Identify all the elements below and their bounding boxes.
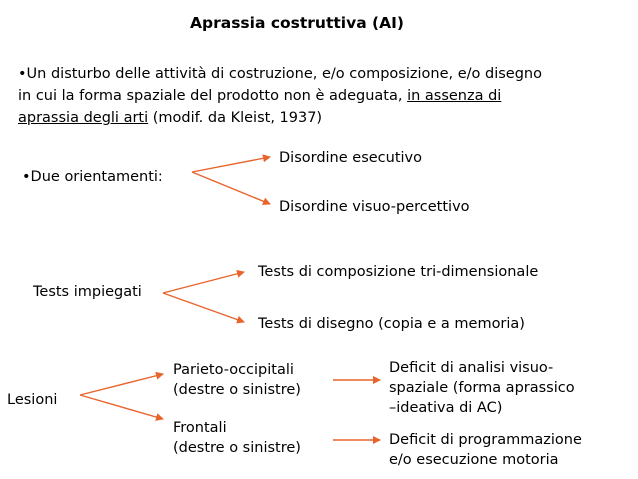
definition-underlined-text: in assenza di — [407, 88, 502, 104]
lesion-outcome-line: Deficit di programmazione — [389, 432, 582, 448]
definition-line-1: •Un disturbo delle attività di costruzione, e/o composizione, e/o disegno — [18, 66, 542, 82]
lesion-site-side: (destre o sinistre) — [173, 440, 301, 456]
lesion-site-name: Parieto-occipitali — [173, 362, 294, 378]
tests-item: Tests di disegno (copia e a memoria) — [258, 316, 525, 332]
tests-label: Tests impiegati — [33, 284, 142, 300]
orientamenti-label: •Due orientamenti: — [22, 169, 163, 185]
definition-citation: (modif. da Kleist, 1937) — [148, 110, 323, 126]
lesion-site-name: Frontali — [173, 420, 227, 436]
lesion-site-side: (destre o sinistre) — [173, 382, 301, 398]
lesion-outcome-line: –ideativa di AC) — [389, 400, 503, 416]
page-title: Aprassia costruttiva (AI) — [190, 14, 404, 32]
lesioni-label: Lesioni — [7, 392, 58, 408]
arrow-lesioni-parieto — [80, 374, 163, 395]
definition-underlined-text-2: aprassia degli arti — [18, 110, 149, 126]
arrow-tests-composizione — [163, 272, 244, 293]
arrow-orientamento-esecutivo — [192, 157, 270, 172]
lesion-outcome-line: spaziale (forma aprassico — [389, 380, 575, 396]
orientamento-item: Disordine visuo-percettivo — [279, 199, 470, 215]
arrow-lesioni-frontali — [80, 395, 163, 419]
orientamento-item: Disordine esecutivo — [279, 150, 423, 166]
arrow-orientamento-visuo — [192, 172, 270, 204]
lesion-outcome-line: Deficit di analisi visuo- — [389, 360, 554, 376]
definition-line-2-text: in cui la forma spaziale del prodotto non è adeguata, — [18, 88, 408, 104]
arrow-tests-disegno — [163, 293, 244, 322]
tests-item: Tests di composizione tri-dimensionale — [258, 264, 539, 280]
lesion-outcome-line: e/o esecuzione motoria — [389, 452, 559, 468]
